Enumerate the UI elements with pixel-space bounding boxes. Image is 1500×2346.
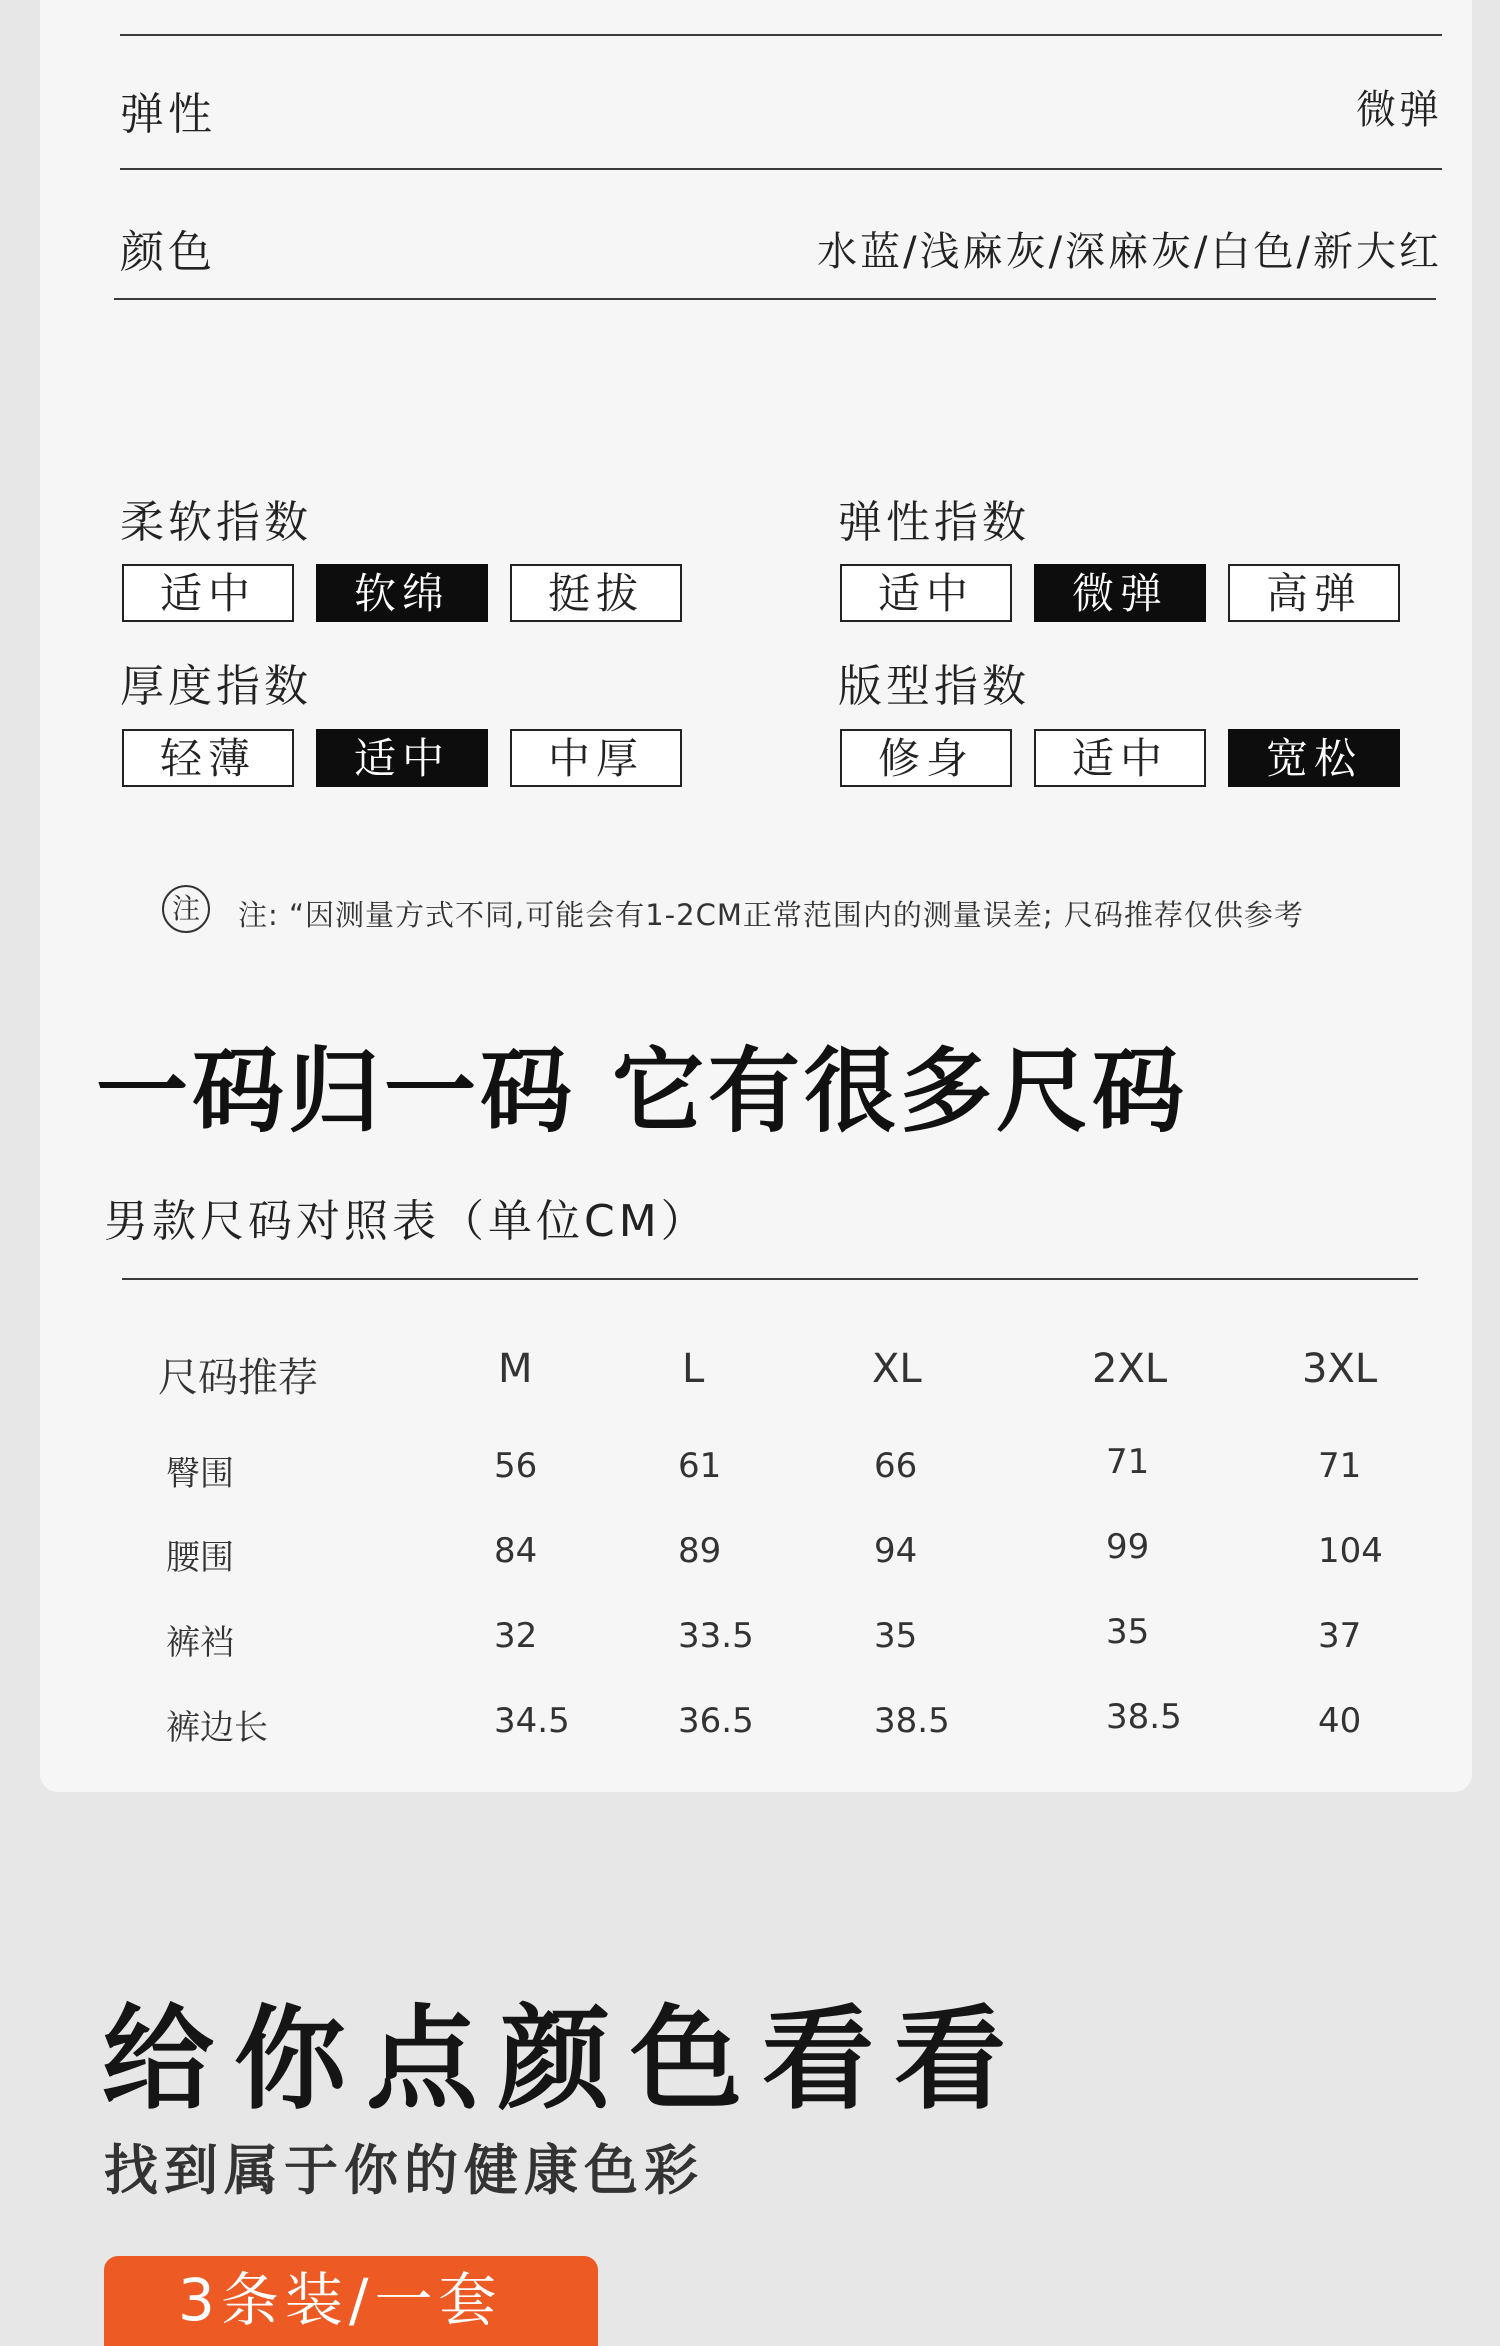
fit-option-loose[interactable]: 宽松 (1228, 729, 1400, 787)
divider (120, 34, 1442, 36)
softness-option-firm[interactable]: 挺拔 (510, 564, 682, 622)
table-cell: 71 (1318, 1446, 1362, 1486)
size-section-title: 一码归一码 它有很多尺码 (96, 1038, 1189, 1145)
table-cell: 38.5 (1106, 1697, 1182, 1737)
attr-label-color: 颜色 (120, 227, 216, 278)
elasticity-option-slight[interactable]: 微弹 (1034, 564, 1206, 622)
size-chart-subtitle: 男款尺码对照表（单位CM） (104, 1196, 709, 1247)
table-cell: 34.5 (494, 1701, 570, 1741)
color-section-subtitle: 找到属于你的健康色彩 (104, 2139, 704, 2202)
table-cell: 104 (1318, 1531, 1383, 1571)
thickness-option-thin[interactable]: 轻薄 (122, 729, 294, 787)
attr-value-color: 水蓝/浅麻灰/深麻灰/白色/新大红 (817, 229, 1442, 275)
elasticity-index-title: 弹性指数 (838, 497, 1030, 548)
softness-option-soft[interactable]: 软绵 (316, 564, 488, 622)
pack-badge: 3条装/一套 (104, 2256, 598, 2346)
table-cell: 71 (1106, 1442, 1150, 1482)
table-cell: 61 (678, 1446, 722, 1486)
table-row-label: 臀围 (166, 1454, 234, 1494)
table-header-cell: XL (872, 1346, 922, 1392)
note-icon: 注 (162, 885, 210, 933)
thickness-option-thick[interactable]: 中厚 (510, 729, 682, 787)
table-cell: 56 (494, 1446, 538, 1486)
softness-option-medium[interactable]: 适中 (122, 564, 294, 622)
divider (114, 298, 1436, 300)
thickness-index-title: 厚度指数 (120, 661, 312, 712)
table-row-label: 裤裆 (166, 1623, 234, 1663)
table-cell: 38.5 (874, 1701, 950, 1741)
fit-option-slim[interactable]: 修身 (840, 729, 1012, 787)
table-header-cell: 尺码推荐 (158, 1355, 318, 1401)
table-cell: 35 (1106, 1612, 1150, 1652)
table-cell: 40 (1318, 1701, 1362, 1741)
table-cell: 36.5 (678, 1701, 754, 1741)
elasticity-option-high[interactable]: 高弹 (1228, 564, 1400, 622)
table-header-cell: 3XL (1302, 1346, 1378, 1392)
measurement-note: 注: “因测量方式不同,可能会有1-2CM正常范围内的测量误差; 尺码推荐仅供参考 (238, 898, 1304, 932)
attr-value-elasticity: 微弹 (1356, 87, 1442, 133)
table-cell: 37 (1318, 1616, 1362, 1656)
divider (120, 168, 1442, 170)
table-header-cell: 2XL (1092, 1346, 1168, 1392)
softness-index-title: 柔软指数 (120, 497, 312, 548)
divider (122, 1278, 1418, 1280)
color-section-title: 给你点颜色看看 (102, 1995, 1026, 2125)
table-cell: 66 (874, 1446, 918, 1486)
table-row-label: 裤边长 (166, 1708, 268, 1748)
table-cell: 84 (494, 1531, 538, 1571)
table-row-label: 腰围 (166, 1538, 234, 1578)
thickness-option-medium[interactable]: 适中 (316, 729, 488, 787)
elasticity-option-medium[interactable]: 适中 (840, 564, 1012, 622)
table-cell: 35 (874, 1616, 918, 1656)
table-cell: 94 (874, 1531, 918, 1571)
table-cell: 33.5 (678, 1616, 754, 1656)
table-cell: 32 (494, 1616, 538, 1656)
table-cell: 99 (1106, 1527, 1150, 1567)
attr-label-elasticity: 弹性 (120, 89, 216, 140)
fit-index-title: 版型指数 (838, 661, 1030, 712)
table-header-cell: L (682, 1346, 705, 1392)
table-cell: 89 (678, 1531, 722, 1571)
fit-option-regular[interactable]: 适中 (1034, 729, 1206, 787)
table-header-cell: M (498, 1346, 533, 1392)
